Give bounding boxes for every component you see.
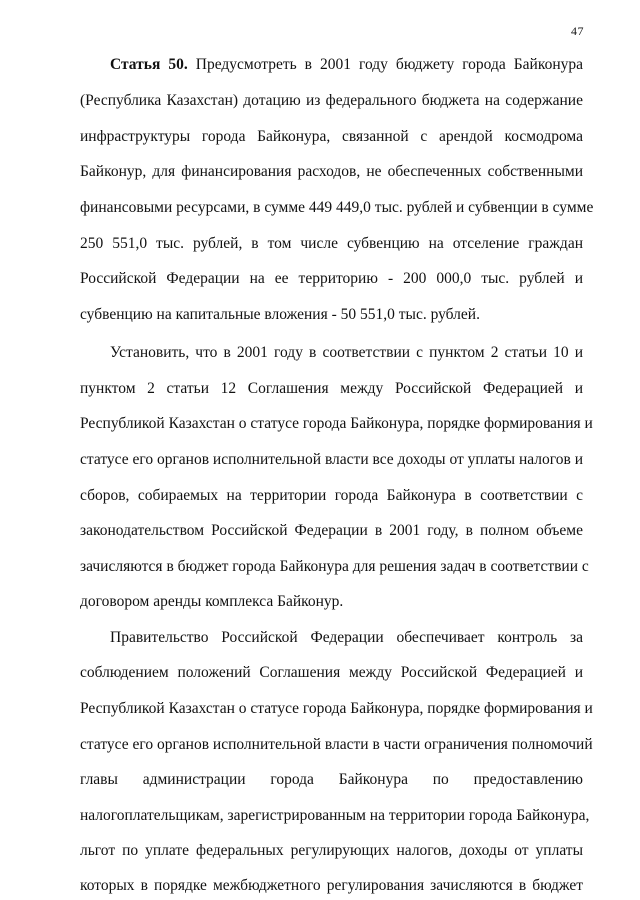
paragraph-2-line-4: статусе его органов исполнительной власти все доходы от уплаты налогов и bbox=[80, 451, 583, 468]
paragraph-2-line-8: договором аренды комплекса Байконур. bbox=[80, 593, 344, 610]
paragraph-3-line-7: льгот по уплате федеральных регулирующих налогов, доходы от уплаты bbox=[80, 842, 583, 859]
paragraph-2-line-1: Установить, что в 2001 году в соответствии с пунктом 2 статьи 10 и bbox=[110, 344, 583, 361]
paragraph-1-line-6: 250 551,0 тыс. рублей, в том числе субвенцию на отселение граждан bbox=[80, 235, 583, 252]
paragraph-3-line-6: налогоплательщикам, зарегистрированным на территории города Байконура, bbox=[80, 807, 590, 824]
paragraph-2-line-6: законодательством Российской Федерации в 2001 году, в полном объеме bbox=[80, 522, 583, 539]
page-number: 47 bbox=[571, 24, 584, 38]
paragraph-3-line-8: которых в порядке межбюджетного регулирования зачисляются в бюджет bbox=[80, 877, 583, 894]
paragraph-3-line-3: Республикой Казахстан о статусе города Байконура, порядке формирования и bbox=[80, 700, 593, 717]
paragraph-1-line-4: Байконур, для финансирования расходов, не обеспеченных собственными bbox=[80, 163, 583, 180]
paragraph-1-line-1: Статья 50. Предусмотреть в 2001 году бюджету города Байконура bbox=[110, 56, 584, 73]
paragraph-2-line-2: пунктом 2 статьи 12 Соглашения между Российской Федерацией и bbox=[80, 380, 583, 397]
paragraph-3-line-1: Правительство Российской Федерации обеспечивает контроль за bbox=[110, 629, 583, 646]
paragraph-2-line-5: сборов, собираемых на территории города Байконура в соответствии с bbox=[80, 487, 583, 504]
paragraph-1-line-3: инфраструктуры города Байконура, связанной с арендой космодрома bbox=[80, 128, 583, 145]
paragraph-3-line-2: соблюдением положений Соглашения между Российской Федерацией и bbox=[80, 664, 583, 681]
paragraph-2-line-7: зачисляются в бюджет города Байконура для решения задач в соответствии с bbox=[80, 558, 589, 575]
paragraph-1-line-2: (Республика Казахстан) дотацию из федерального бюджета на содержание bbox=[80, 92, 583, 109]
paragraph-1-line-8: субвенцию на капитальные вложения - 50 551,0 тыс. рублей. bbox=[80, 306, 480, 323]
paragraph-3-line-5: главы администрации города Байконура по предоставлению bbox=[80, 771, 583, 788]
paragraph-2-line-3: Республикой Казахстан о статусе города Байконура, порядке формирования и bbox=[80, 415, 593, 432]
paragraph-3-line-4: статусе его органов исполнительной власти в части ограничения полномочий bbox=[80, 736, 593, 753]
paragraph-1-line-5: финансовыми ресурсами, в сумме 449 449,0 тыс. рублей и субвенции в сумме bbox=[80, 199, 594, 216]
article-heading: Статья 50. bbox=[110, 56, 188, 73]
paragraph-1-line-7: Российской Федерации на ее территорию - 200 000,0 тыс. рублей и bbox=[80, 270, 583, 287]
